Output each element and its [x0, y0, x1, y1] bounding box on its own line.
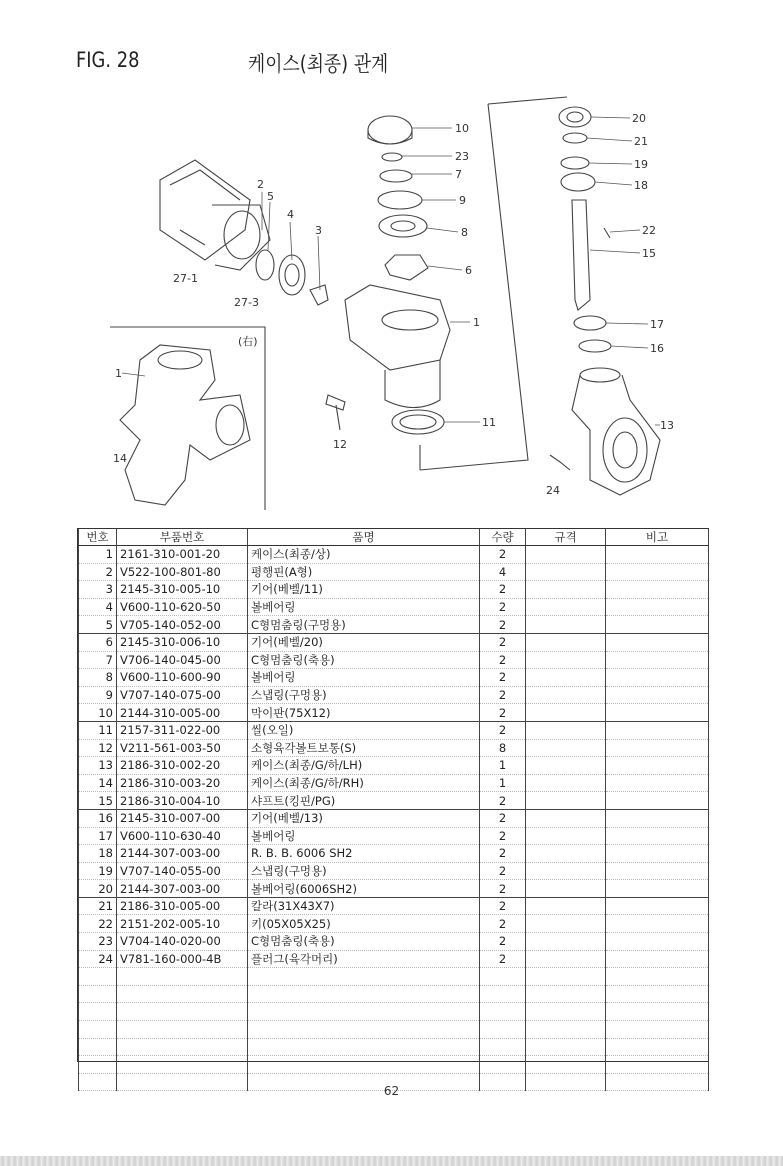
cell-no: 14 — [79, 774, 117, 792]
cell-spec — [526, 598, 606, 616]
empty-cell — [606, 968, 709, 986]
cell-name: 플러그(육각머리) — [248, 950, 480, 968]
header-remark: 비고 — [606, 529, 709, 546]
cell-no: 24 — [79, 950, 117, 968]
cell-part-no: 2161-310-001-20 — [117, 546, 248, 564]
cell-qty: 2 — [480, 933, 526, 951]
empty-cell — [480, 1038, 526, 1056]
cell-no: 7 — [79, 651, 117, 669]
callout-10: 10 — [455, 122, 469, 135]
callout-9: 9 — [459, 194, 466, 207]
cell-remark — [606, 598, 709, 616]
cell-spec — [526, 581, 606, 599]
empty-table-row — [79, 1056, 709, 1074]
exploded-parts-diagram — [0, 90, 783, 510]
callout-5: 5 — [267, 190, 274, 203]
empty-cell — [117, 1038, 248, 1056]
callout-13: 13 — [660, 419, 674, 432]
cell-part-no: 2144-310-005-00 — [117, 704, 248, 722]
table-row — [79, 862, 709, 880]
cell-no: 19 — [79, 862, 117, 880]
cell-spec — [526, 616, 606, 634]
cell-remark — [606, 581, 709, 599]
cell-part-no: V211-561-003-50 — [117, 739, 248, 757]
cell-qty: 2 — [480, 827, 526, 845]
empty-cell — [526, 1038, 606, 1056]
cell-spec — [526, 546, 606, 564]
table-row — [79, 633, 709, 651]
cell-remark — [606, 774, 709, 792]
cell-qty: 2 — [480, 880, 526, 898]
inset-housing-drawing — [120, 345, 250, 505]
table-row — [79, 809, 709, 827]
cell-name: C형멈춤링(구멍용) — [248, 616, 480, 634]
callout-1: 1 — [473, 316, 480, 329]
cell-name: 소형육각볼트보통(S) — [248, 739, 480, 757]
cell-remark — [606, 933, 709, 951]
table-row — [79, 933, 709, 951]
empty-cell — [248, 1003, 480, 1021]
table-row — [79, 792, 709, 810]
table-row — [79, 598, 709, 616]
cell-spec — [526, 915, 606, 933]
callout-21: 21 — [634, 135, 648, 148]
cell-spec — [526, 757, 606, 775]
table-row — [79, 757, 709, 775]
cell-spec — [526, 704, 606, 722]
cell-part-no: 2145-310-007-00 — [117, 809, 248, 827]
cell-spec — [526, 880, 606, 898]
cell-qty: 2 — [480, 616, 526, 634]
inset-callout-1: 1 — [115, 367, 122, 380]
empty-cell — [606, 1056, 709, 1074]
cell-no: 6 — [79, 633, 117, 651]
header-name: 품명 — [248, 529, 480, 546]
cell-part-no: V707-140-055-00 — [117, 862, 248, 880]
cell-qty: 1 — [480, 774, 526, 792]
empty-cell — [480, 1021, 526, 1039]
cell-no: 18 — [79, 845, 117, 863]
cell-name: 평행핀(A형) — [248, 563, 480, 581]
cell-part-no: V704-140-020-00 — [117, 933, 248, 951]
cell-name: 막이판(75X12) — [248, 704, 480, 722]
cell-name: 볼베어링 — [248, 827, 480, 845]
tube-housing-drawing — [160, 160, 270, 270]
cell-spec — [526, 669, 606, 687]
callout-17: 17 — [650, 318, 664, 331]
cell-no: 11 — [79, 721, 117, 739]
cell-name: 칼라(31X43X7) — [248, 897, 480, 915]
cell-part-no: 2145-310-005-10 — [117, 581, 248, 599]
upper-case-drawing — [345, 285, 450, 408]
empty-cell — [606, 1003, 709, 1021]
cell-remark — [606, 739, 709, 757]
cell-spec — [526, 651, 606, 669]
table-row — [79, 827, 709, 845]
cell-remark — [606, 757, 709, 775]
cell-name: 케이스(최종/상) — [248, 546, 480, 564]
empty-cell — [526, 985, 606, 1003]
parts-table-frame — [77, 528, 709, 1062]
table-row — [79, 721, 709, 739]
empty-cell — [526, 1003, 606, 1021]
table-row — [79, 774, 709, 792]
cell-qty: 4 — [480, 563, 526, 581]
cell-part-no: 2157-311-022-00 — [117, 721, 248, 739]
empty-cell — [79, 1003, 117, 1021]
table-row — [79, 950, 709, 968]
cell-remark — [606, 792, 709, 810]
cell-no: 17 — [79, 827, 117, 845]
empty-cell — [79, 1038, 117, 1056]
cell-qty: 2 — [480, 792, 526, 810]
callout-2: 2 — [257, 178, 264, 191]
empty-table-row — [79, 1003, 709, 1021]
empty-cell — [79, 985, 117, 1003]
lower-case-drawing — [572, 368, 660, 495]
empty-table-row — [79, 968, 709, 986]
cell-spec — [526, 809, 606, 827]
table-header-row — [79, 529, 709, 546]
cell-spec — [526, 862, 606, 880]
cell-qty: 2 — [480, 686, 526, 704]
callout-15: 15 — [642, 247, 656, 260]
callout-8: 8 — [461, 226, 468, 239]
page-header — [0, 44, 783, 84]
callout-24: 24 — [546, 484, 560, 497]
cell-qty: 2 — [480, 598, 526, 616]
cell-qty: 2 — [480, 950, 526, 968]
cell-name: 씰(오일) — [248, 721, 480, 739]
cell-qty: 2 — [480, 721, 526, 739]
table-row — [79, 686, 709, 704]
cell-part-no: 2186-310-004-10 — [117, 792, 248, 810]
cell-qty: 2 — [480, 704, 526, 722]
page-number: 62 — [383, 1084, 400, 1098]
cell-remark — [606, 616, 709, 634]
cell-name: C형멈춤링(축용) — [248, 651, 480, 669]
cell-part-no: 2186-310-002-20 — [117, 757, 248, 775]
cell-part-no: 2151-202-005-10 — [117, 915, 248, 933]
callout-16: 16 — [650, 342, 664, 355]
cell-name: 스냅링(구멍용) — [248, 862, 480, 880]
cell-part-no: V600-110-600-90 — [117, 669, 248, 687]
header-part-no: 부품번호 — [117, 529, 248, 546]
cell-remark — [606, 950, 709, 968]
cell-part-no: V705-140-052-00 — [117, 616, 248, 634]
cell-remark — [606, 546, 709, 564]
inset-label: (右) — [238, 335, 258, 348]
cell-remark — [606, 809, 709, 827]
cell-no: 21 — [79, 897, 117, 915]
cell-spec — [526, 950, 606, 968]
cell-part-no: 2186-310-005-00 — [117, 897, 248, 915]
empty-table-row — [79, 1021, 709, 1039]
empty-cell — [117, 1003, 248, 1021]
parts-table — [78, 529, 709, 1091]
cell-name: 스냅링(구멍용) — [248, 686, 480, 704]
empty-table-row — [79, 985, 709, 1003]
cell-name: 기어(베벨/11) — [248, 581, 480, 599]
callout-6: 6 — [465, 264, 472, 277]
figure-title: 케이스(최종) 관계 — [248, 52, 389, 76]
cell-spec — [526, 774, 606, 792]
cell-spec — [526, 897, 606, 915]
table-row — [79, 704, 709, 722]
table-row — [79, 845, 709, 863]
empty-cell — [526, 1021, 606, 1039]
callout-27-1: 27-1 — [173, 272, 198, 285]
cell-no: 15 — [79, 792, 117, 810]
cell-part-no: V781-160-000-4B — [117, 950, 248, 968]
cell-remark — [606, 669, 709, 687]
cell-part-no: V522-100-801-80 — [117, 563, 248, 581]
empty-cell — [480, 1003, 526, 1021]
empty-cell — [606, 985, 709, 1003]
cell-spec — [526, 827, 606, 845]
cell-no: 16 — [79, 809, 117, 827]
cell-spec — [526, 792, 606, 810]
header-qty: 수량 — [480, 529, 526, 546]
cell-qty: 2 — [480, 915, 526, 933]
cell-qty: 2 — [480, 546, 526, 564]
empty-cell — [79, 968, 117, 986]
cell-part-no: V600-110-620-50 — [117, 598, 248, 616]
cell-qty: 2 — [480, 862, 526, 880]
table-row — [79, 897, 709, 915]
cell-remark — [606, 827, 709, 845]
cell-qty: 2 — [480, 669, 526, 687]
cell-remark — [606, 880, 709, 898]
cell-name: 키(05X05X25) — [248, 915, 480, 933]
empty-cell — [117, 1056, 248, 1074]
cell-no: 3 — [79, 581, 117, 599]
cell-remark — [606, 704, 709, 722]
table-row — [79, 546, 709, 564]
cell-qty: 2 — [480, 845, 526, 863]
empty-cell — [79, 1021, 117, 1039]
cell-qty: 1 — [480, 757, 526, 775]
empty-cell — [117, 1021, 248, 1039]
cell-name: C형멈춤링(축용) — [248, 933, 480, 951]
cell-part-no: 2144-307-003-00 — [117, 880, 248, 898]
callout-27-3: 27-3 — [234, 296, 259, 309]
cell-no: 12 — [79, 739, 117, 757]
empty-cell — [248, 1021, 480, 1039]
empty-table-row — [79, 1038, 709, 1056]
scan-edge-strip — [0, 1156, 783, 1166]
callout-19: 19 — [634, 158, 648, 171]
cell-remark — [606, 915, 709, 933]
parts-table-body — [79, 546, 709, 1091]
table-row — [79, 669, 709, 687]
cell-remark — [606, 845, 709, 863]
callout-23: 23 — [455, 150, 469, 163]
cell-spec — [526, 845, 606, 863]
cell-no: 2 — [79, 563, 117, 581]
cell-name: 기어(베벨/13) — [248, 809, 480, 827]
empty-cell — [248, 968, 480, 986]
cell-no: 20 — [79, 880, 117, 898]
cell-name: 볼베어링 — [248, 669, 480, 687]
figure-number: FIG. 28 — [76, 48, 140, 72]
cell-remark — [606, 721, 709, 739]
cell-no: 13 — [79, 757, 117, 775]
cell-no: 9 — [79, 686, 117, 704]
empty-cell — [117, 968, 248, 986]
cell-qty: 2 — [480, 897, 526, 915]
cell-part-no: V600-110-630-40 — [117, 827, 248, 845]
cell-no: 23 — [79, 933, 117, 951]
empty-cell — [117, 985, 248, 1003]
callout-3: 3 — [315, 224, 322, 237]
empty-cell — [480, 968, 526, 986]
empty-cell — [79, 1056, 117, 1074]
cell-qty: 2 — [480, 809, 526, 827]
table-row — [79, 616, 709, 634]
header-spec: 규격 — [526, 529, 606, 546]
cell-no: 22 — [79, 915, 117, 933]
cell-spec — [526, 686, 606, 704]
cell-name: 볼베어링 — [248, 598, 480, 616]
empty-cell — [248, 1056, 480, 1074]
cell-name: 케이스(최종/G/하/RH) — [248, 774, 480, 792]
callout-12: 12 — [333, 438, 347, 451]
cell-remark — [606, 897, 709, 915]
cell-qty: 2 — [480, 651, 526, 669]
cell-name: 케이스(최종/G/하/LH) — [248, 757, 480, 775]
cell-part-no: V706-140-045-00 — [117, 651, 248, 669]
table-row — [79, 651, 709, 669]
table-row — [79, 581, 709, 599]
callout-14: 14 — [113, 452, 127, 465]
empty-cell — [248, 985, 480, 1003]
cell-spec — [526, 633, 606, 651]
cell-no: 8 — [79, 669, 117, 687]
cell-name: 볼베어링(6006SH2) — [248, 880, 480, 898]
empty-cell — [526, 968, 606, 986]
cell-spec — [526, 563, 606, 581]
empty-cell — [606, 1038, 709, 1056]
table-row — [79, 563, 709, 581]
cell-spec — [526, 721, 606, 739]
callout-4: 4 — [287, 208, 294, 221]
cell-no: 10 — [79, 704, 117, 722]
cell-qty: 2 — [480, 633, 526, 651]
cell-name: R. B. B. 6006 SH2 — [248, 845, 480, 863]
cell-no: 4 — [79, 598, 117, 616]
callout-11: 11 — [482, 416, 496, 429]
cell-qty: 2 — [480, 581, 526, 599]
cell-part-no: 2186-310-003-20 — [117, 774, 248, 792]
table-row — [79, 880, 709, 898]
cell-part-no: 2145-310-006-10 — [117, 633, 248, 651]
callout-22: 22 — [642, 224, 656, 237]
table-row — [79, 915, 709, 933]
cell-remark — [606, 563, 709, 581]
cell-spec — [526, 933, 606, 951]
cell-part-no: V707-140-075-00 — [117, 686, 248, 704]
header-no: 번호 — [79, 529, 117, 546]
cell-name: 샤프트(킹핀/PG) — [248, 792, 480, 810]
empty-cell — [480, 985, 526, 1003]
callout-20: 20 — [632, 112, 646, 125]
cell-spec — [526, 739, 606, 757]
empty-cell — [526, 1056, 606, 1074]
cell-qty: 8 — [480, 739, 526, 757]
callout-7: 7 — [455, 168, 462, 181]
empty-cell — [606, 1021, 709, 1039]
empty-cell — [248, 1038, 480, 1056]
cell-no: 1 — [79, 546, 117, 564]
cell-part-no: 2144-307-003-00 — [117, 845, 248, 863]
cell-remark — [606, 651, 709, 669]
callout-18: 18 — [634, 179, 648, 192]
table-row — [79, 739, 709, 757]
cell-remark — [606, 862, 709, 880]
cell-remark — [606, 686, 709, 704]
cell-remark — [606, 633, 709, 651]
empty-cell — [480, 1056, 526, 1074]
cell-name: 기어(베벨/20) — [248, 633, 480, 651]
cell-no: 5 — [79, 616, 117, 634]
